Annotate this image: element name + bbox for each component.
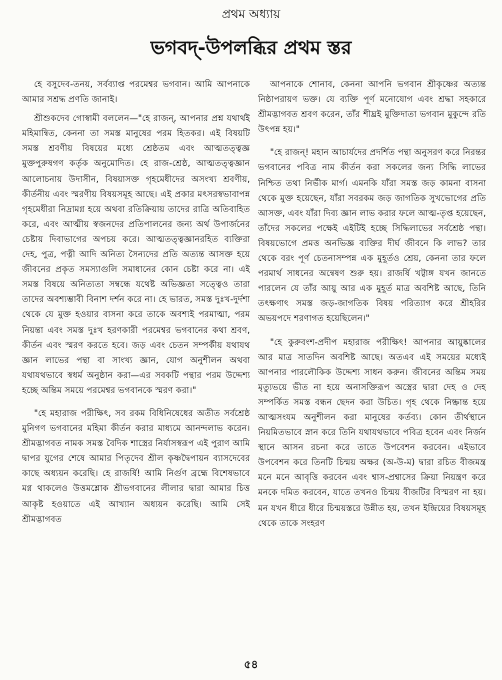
paragraph: শ্রীশুকদেব গোস্বামী বললেন—"হে রাজন্‌, আপনার প্রশ্ন যথার্থই মহিমান্বিত, কেননা তা সমস্ত মানুষের পরম হিতকর। এই বিষয়টি সমস্ত শ্রবণীয় বিষয়ের মধ্যে শ্রেষ্ঠতম এবং আত্মতত্ত্বজ্ঞ মুক্তপুরুষগণ কর্তৃক অনুমোদিত। হে রাজ-শ্রেষ্ঠ, আত্মতত্ত্বজ্ঞান আলোচনায় উদাসীন, বিষয়াসক্ত গৃহমেধীদের অসংখ্য শ্রবণীয়, কীর্তনীয় এবং স্মরণীয় বিষয়সমূহ আছে। এই প্রকার মৎসরস্বভাবাপন্ন গৃহমেধীরা নিদ্রামগ্ন হয়ে অথবা রতিক্রিয়ায় তাদের রাত্রি অতিবাহিত করে, এবং আত্মীয় স্বজনদের প্রতিপালনের জন্য অর্থ উপার্জনের চেষ্টায় দিবাভাগের অপচয় করে। আত্মতত্ত্বজ্ঞানরহিত ব্যক্তিরা দেহ, পুত্র, পত্নী আদি অনিত্য সৈন্যদের প্রতি অত্যন্ত আসক্ত হয়ে জীবনের প্রকৃত সমস্যাগুলি সমাধানের কোন চেষ্টা করে না। এই সমস্ত বিষয়ে অনিত্যতা সম্বন্ধে যথেষ্ট অভিজ্ঞতা সত্ত্বেও তারা তাদের অবশ্যম্ভাবী বিনাশ দর্শন করে না। হে ভারত, সমস্ত দুঃখ-দুর্দশা থেকে যে মুক্ত হওয়ার বাসনা করে তাকে অবশ্যই পরমাত্মা, পরম নিয়ন্তা এবং সমস্ত দুঃখ হরণকারী পরমেশ্বর ভগবানের কথা শ্রবণ, কীর্তন এবং স্মরণ করতে হবে। জড় এবং চেতন সম্পর্কীয় যথাযথ জ্ঞান লাভের পন্থা বা সাংখ্য জ্ঞান, যোগ অনুশীলন অথবা যথাযথভাবে স্বধর্ম অনুষ্ঠান করা—এর সবকটি পন্থার পরম উদ্দেশ্য হচ্ছে অন্তিম সময়ে পরমেশ্বর ভগবানকে স্মরণ করা।" bbox=[22, 114, 250, 396]
page-number: ৫৪ bbox=[243, 658, 259, 671]
paragraph: "হে মহারাজ পরীক্ষিৎ, সব রকম বিধিনিষেধের অতীত সর্বশ্রেষ্ঠ মুনিগণ ভগবানের মহিমা কীর্তন করার মাধ্যমে আনন্দলাভ করেন। শ্রীমদ্ভাগবত নামক সমস্ত বৈদিক শাস্ত্রের নির্যাসস্বরূপ এই পুরাণ আমি দ্বাপর যুগের শেষে আমার পিতৃদেব শ্রীল কৃষ্ণদ্বৈপায়ন ব্যাসদেবের কাছে অধ্যয়ন করেছি। হে রাজর্ষি! আমি নির্গুণ ব্রহ্মে বিশেষভাবে মগ্ন থাকলেও উত্তমশ্লোক শ্রীভগবানের লীলার দ্বারা আমার চিত্ত আকৃষ্ট হওয়াতে এই আখ্যান অধ্যয়ন করেছি। আমি সেই শ্রীমদ্ভাগবত bbox=[22, 408, 250, 525]
right-text-column bbox=[258, 78, 486, 638]
chapter-heading: প্রথম অধ্যায় bbox=[221, 7, 281, 21]
paragraph: হে বসুদেব-তনয়, সর্বব্যাপ্ত পরমেশ্বর ভগবান। আমি আপনাকে আমার সশ্রদ্ধ প্রণতি জানাই। bbox=[22, 80, 250, 106]
page-title: ভগবদ্-উপলব্ধির প্রথম স্তর bbox=[150, 37, 352, 59]
paragraph: "হে কুরুবংশ-প্রদীপ মহারাজ পরীক্ষিৎ! আপনার আয়ুষ্কালের আর মাত্র সাতদিন অবশিষ্ট আছে। অতএব এই সময়ের মধ্যেই আপনার পারলৌকিক উদ্দেশ্য সাধন করুন। জীবনের অন্তিম সময় মৃত্যুভয়ে ভীত না হয়ে অনাসক্তিরূপ অস্ত্রের দ্বারা দেহ ও দেহ সম্পর্কিত সমস্ত বন্ধন ছেদন করা উচিত। গৃহ থেকে নিষ্ক্রান্ত হয়ে আত্মসংযম অনুশীলন করা মানুষের কর্তব্য। কোন তীর্থস্থানে নিয়মিতভাবে স্নান করে তিনি যথাযথভাবে পবিত্র হবেন এবং নির্জন স্থানে আসন রচনা করে তাতে উপবেশন করবেন। এইভাবে উপবেশন করে তিনটি চিন্ময় অক্ষর (অ-উ-ম) দ্বারা রচিত বীজমন্ত্র মনে মনে আবৃত্তি করবেন এবং শ্বাস-প্রশ্বাসের ক্রিয়া নিয়ন্ত্রণ করে মনকে দমিত করবেন, যাতে তখনও চিন্ময় বীজটির বিস্মরণ না হয়। মন যখন ধীরে ধীরে চিন্ময়স্তরে উন্নীত হয়, তখন ইন্দ্রিয়ের বিষয়সমূহ থেকে তাকে সংহরণ bbox=[258, 337, 486, 529]
paragraph: "হে রাজন্‌! মহান আচার্যদের প্রদর্শিত পন্থা অনুসরণ করে নিরন্তর ভগবানের পবিত্র নাম কীর্তন করা সকলের জন্য সিদ্ধি লাভের নিশ্চিত তথা নির্ভীক মার্গ। এমনকি যাঁরা সমস্ত জড় কামনা বাসনা থেকে মুক্ত হয়েছেন, যাঁরা সবরকম জড় জাগতিক সুখভোগের প্রতি আসক্ত, এবং যাঁরা দিব্য জ্ঞান লাভ করার ফলে আত্ম-তৃপ্ত হয়েছেন, তাঁদের সকলের পক্ষেই এইটিই হচ্ছে সিদ্ধিলাভের সর্বশ্রেষ্ঠ পন্থা। বিষয়ভোগে প্রমত্ত অনভিজ্ঞ ব্যক্তির দীর্ঘ জীবনে কি লাভ? তার থেকে বরং পূর্ণ চেতনাসম্পন্ন এক মুহূর্তও শ্রেয়, কেননা তার ফলে পরমার্থ সাধনের অন্বেষণ শুরু হয়। রাজর্ষি খট্বাঙ্গ যখন জানতে পারলেন যে তাঁর আয়ু আর এক মুহূর্ত মাত্র অবশিষ্ট আছে, তিনি তৎক্ষণাৎ সমস্ত জড়-জাগতিক বিষয় পরিত্যাগ করে শ্রীহরির অভয়পদে শরণাগত হয়েছিলেন।" bbox=[258, 148, 486, 325]
paragraph: আপনাকে শোনাব, কেননা আপনি ভগবান শ্রীকৃষ্ণের অত্যন্ত নিষ্ঠাপরায়ণ ভক্ত। যে ব্যক্তি পূর্ণ মনোযোগ এবং শ্রদ্ধা সহকারে শ্রীমদ্ভাগবত শ্রবণ করেন, তাঁর শীঘ্রই মুক্তিদাতা ভগবান মুকুন্দে রতি উৎপন্ন হয়।" bbox=[258, 80, 486, 136]
left-text-column bbox=[22, 78, 250, 638]
